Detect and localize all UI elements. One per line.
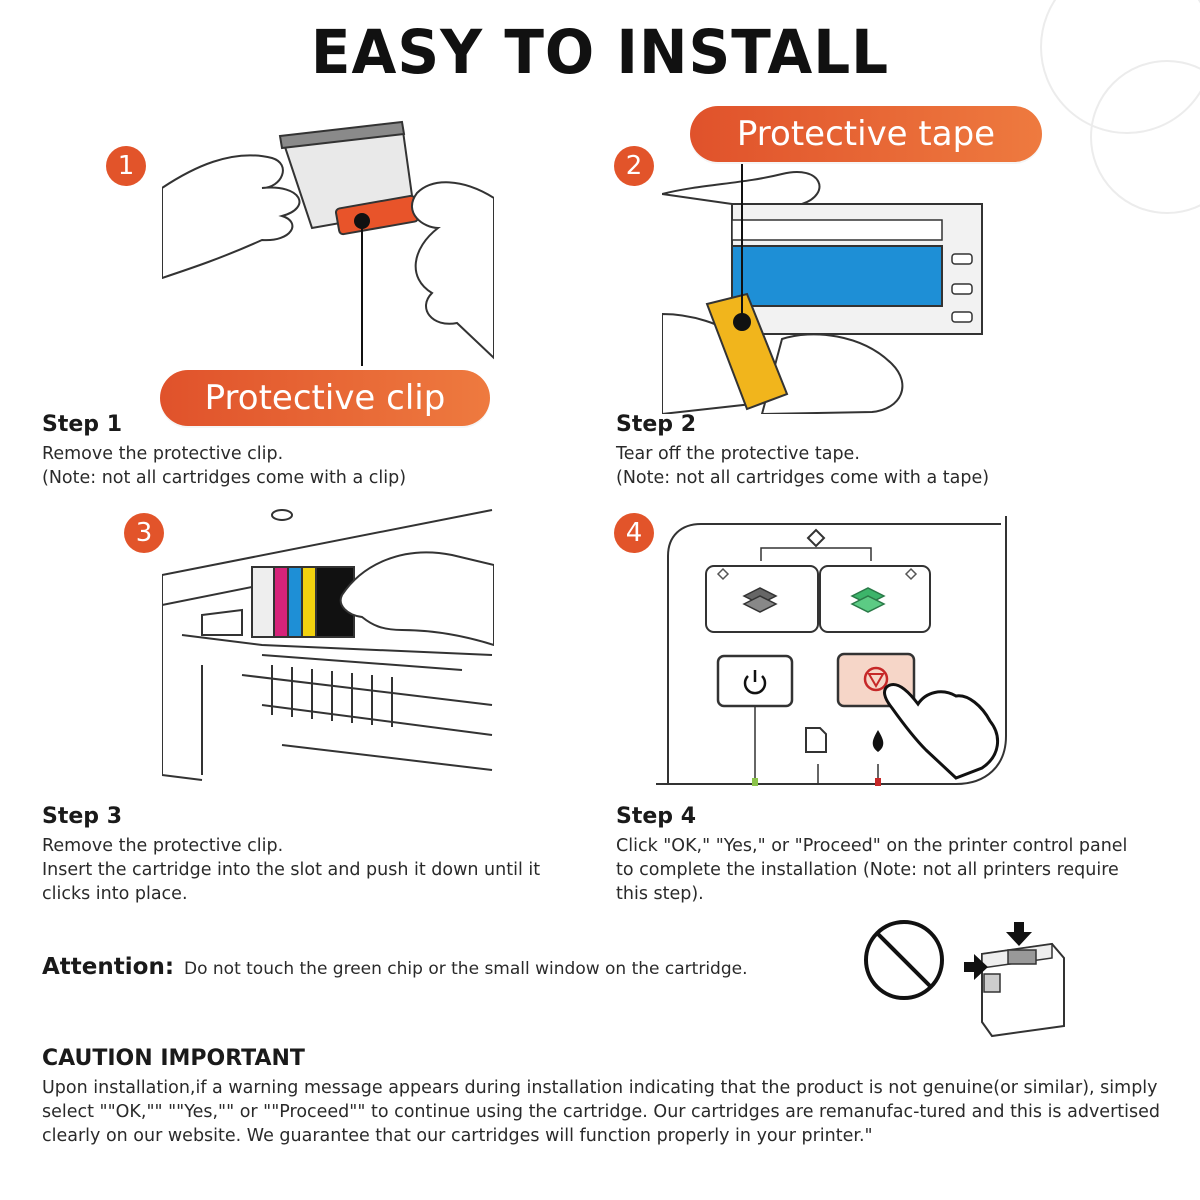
hand-icon: [662, 172, 819, 204]
step-4-line: to complete the installation (Note: not all printers require: [616, 860, 1119, 880]
prohibited-icon: [862, 918, 946, 1002]
step-3-line: Insert the cartridge into the slot and push it down until it: [42, 860, 541, 880]
protective-clip-label: Protective clip: [160, 370, 490, 426]
cartridge-chip-illustration: [962, 918, 1072, 1042]
step-4-line: Click "OK," "Yes," or "Proceed" on the printer control panel: [616, 836, 1128, 856]
paper-icon: [806, 728, 826, 752]
arrow-icon: [1006, 922, 1032, 946]
step-1-illustration: [162, 118, 494, 366]
attention-label: Attention:: [42, 954, 175, 980]
ink-cartridges: [252, 567, 354, 637]
ink-drop-icon: [873, 730, 884, 752]
step-1-line: Remove the protective clip.: [42, 444, 284, 464]
step-3-line: clicks into place.: [42, 884, 188, 904]
step-4-illustration: [656, 516, 1012, 790]
printer-icon: [162, 510, 492, 780]
right-hand-icon: [412, 182, 494, 358]
step-3-description: [42, 834, 540, 906]
step-1-title: Step 1: [42, 412, 122, 437]
protective-tape-label: Protective tape: [690, 106, 1042, 162]
step-3-badge: 3: [124, 513, 164, 553]
step-1-description: [42, 442, 406, 490]
rotate-icon: [808, 530, 824, 546]
step-3-line: Remove the protective clip.: [42, 836, 284, 856]
step-2-illustration: [662, 164, 992, 414]
step-2-description: [616, 442, 989, 490]
step-2-line: (Note: not all cartridges come with a tape): [616, 468, 990, 488]
hand-icon: [341, 552, 494, 645]
pointing-hand-icon: [885, 684, 998, 778]
step-2-badge: 2: [614, 146, 654, 186]
cartridge-icon: [280, 122, 419, 235]
page-title: EASY TO INSTALL: [310, 16, 890, 88]
hand-icon: [762, 334, 902, 414]
step-3-title: Step 3: [42, 804, 122, 829]
step-4-title: Step 4: [616, 804, 696, 829]
cartridge-icon: [982, 944, 1064, 1036]
step-1-badge: 1: [106, 146, 146, 186]
step-4-description: [616, 834, 1127, 906]
step-2-line: Tear off the protective tape.: [616, 444, 860, 464]
step-3-illustration: [162, 505, 494, 785]
step-2-title: Step 2: [616, 412, 696, 437]
step-4-badge: 4: [614, 513, 654, 553]
cartridge-icon: [732, 204, 982, 334]
step-4-line: this step).: [616, 884, 704, 904]
attention-text: Do not touch the green chip or the small window on the cartridge.: [184, 959, 748, 979]
left-hand-icon: [162, 155, 299, 278]
step-1-line: (Note: not all cartridges come with a clip): [42, 468, 407, 488]
caution-text: Upon installation,if a warning message appears during installation indicating that the product is not genuine(or similar), simply select ""OK,"" ""Yes,"" or ""Proceed"" to continue using the cartridge. Our cartridges are remanufac-tured and this is advertised clearly on our website. We guarantee that our cartridges will function properly in your printer.": [42, 1078, 1160, 1146]
caution-title: CAUTION IMPORTANT: [42, 1046, 305, 1071]
